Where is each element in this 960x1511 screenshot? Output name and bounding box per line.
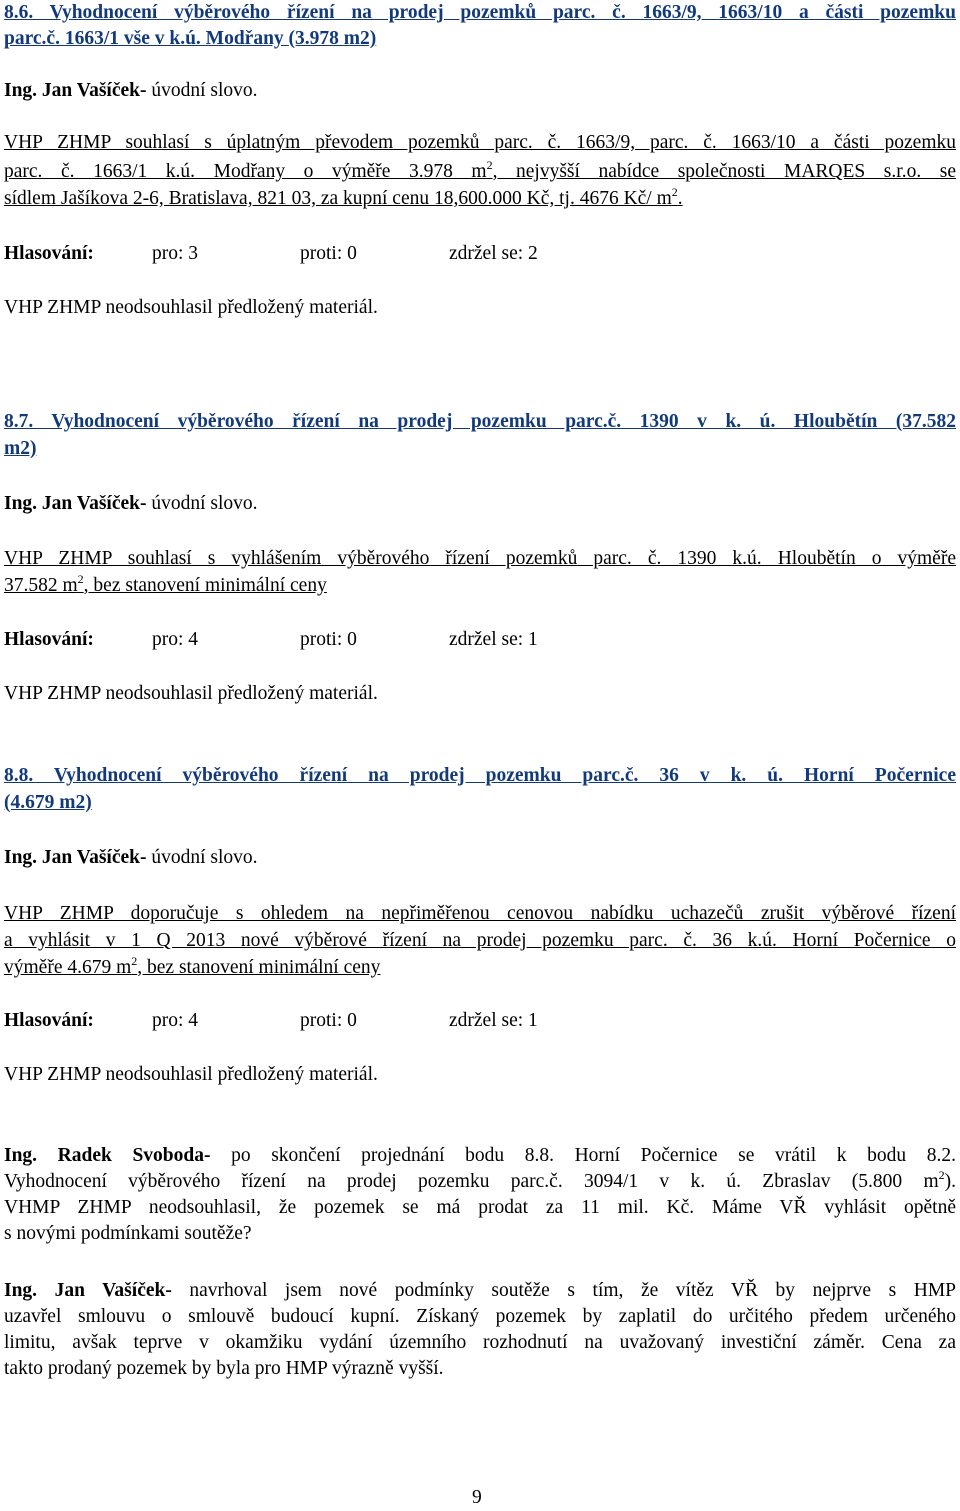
paragraph-line: limitu, avšak teprve v okamžiku vydání územního rozhodnutí na uvažovaný investiční záměr. Cena za	[4, 1332, 956, 1353]
paragraph-line: Ing. Radek Svoboda- po skončení projednání bodu 8.8. Horní Počernice se vrátil k bodu 8.2.	[4, 1145, 956, 1166]
vote-result: VHP ZHMP neodsouhlasil předložený materiál.	[4, 297, 378, 318]
resolution-line: parc. č. 1663/1 k.ú. Modřany o výměře 3.978 $m^2$, nejvyšší nabídce společnosti MARQES s.r.o. se	[4, 157, 956, 182]
speaker-line	[4, 78, 258, 104]
section-8-6-heading-cont: parc.č. 1663/1 vše v k.ú. Modřany (3.978 m2)	[4, 28, 377, 49]
vote-proti: proti: 0	[300, 629, 357, 650]
resolution-line: VHP ZHMP souhlasí s úplatným převodem pozemků parc. č. 1663/9, parc. č. 1663/10 a části pozemku	[4, 132, 956, 153]
paragraph-line: Ing. Jan Vašíček- navrhoval jsem nové podmínky soutěže s tím, že vítěz VŘ by nejprve s HMP	[4, 1280, 956, 1301]
speaker-line	[4, 845, 258, 871]
vote-line	[4, 241, 538, 267]
vote-pro: pro: 3	[152, 243, 199, 264]
vote-proti: proti: 0	[300, 243, 357, 264]
vote-pro: pro: 4	[152, 1010, 199, 1031]
speaker-text: úvodní slovo.	[146, 80, 258, 101]
vote-label: Hlasování:	[4, 243, 94, 264]
resolution-line: VHP ZHMP doporučuje s ohledem na nepřiměřenou cenovou nabídku uchazečů zrušit výběrové řízení	[4, 903, 956, 924]
vote-pro: pro: 4	[152, 629, 199, 650]
paragraph-line: takto prodaný pozemek by byla pro HMP výrazně vyšší.	[4, 1358, 444, 1379]
speaker-text: úvodní slovo.	[146, 493, 258, 514]
speaker-name: Ing. Radek Svoboda-	[4, 1145, 211, 1166]
resolution-line: a vyhlásit v 1 Q 2013 nové výběrové řízení na prodej pozemku parc. č. 36 k.ú. Horní Počernice o	[4, 930, 956, 951]
speaker-name: Ing. Jan Vašíček-	[4, 847, 147, 868]
vote-abstain: zdržel se: 1	[449, 629, 538, 650]
vote-result: VHP ZHMP neodsouhlasil předložený materiál.	[4, 1064, 378, 1085]
speaker-name: Ing. Jan Vašíček-	[4, 80, 147, 101]
section-8-8-heading: 8.8. Vyhodnocení výběrového řízení na prodej pozemku parc.č. 36 v k. ú. Horní Počernice	[4, 765, 956, 786]
resolution-line: sídlem Jašíkova 2-6, Bratislava, 821 03, za kupní cenu 18,600.000 Kč, tj. 4676 Kč/ $m^2$.	[4, 184, 683, 209]
paragraph-line: s novými podmínkami soutěže?	[4, 1223, 252, 1244]
vote-line	[4, 627, 538, 653]
speaker-line	[4, 491, 258, 517]
section-8-7-heading-cont: m2)	[4, 438, 37, 459]
section-8-6-heading: 8.6. Vyhodnocení výběrového řízení na prodej pozemků parc. č. 1663/9, 1663/10 a části pozemku	[4, 2, 956, 23]
resolution-line: 37.582 $m^2$, bez stanovení minimální ceny	[4, 571, 327, 596]
paragraph-line: uzavřel smlouvu o smlouvě budoucí kupní. Získaný pozemek by zaplatil do určitého předem určeného	[4, 1306, 956, 1327]
vote-result: VHP ZHMP neodsouhlasil předložený materiál.	[4, 683, 378, 704]
paragraph-line: VHMP ZHMP neodsouhlasil, že pozemek se má prodat za 11 mil. Kč. Máme VŘ vyhlásit opětně	[4, 1197, 956, 1218]
speaker-name: Ing. Jan Vašíček-	[4, 493, 147, 514]
vote-proti: proti: 0	[300, 1010, 357, 1031]
vote-abstain: zdržel se: 2	[449, 243, 538, 264]
speaker-text: úvodní slovo.	[146, 847, 258, 868]
speaker-name: Ing. Jan Vašíček-	[4, 1280, 172, 1301]
vote-label: Hlasování:	[4, 1010, 94, 1031]
section-8-7-heading: 8.7. Vyhodnocení výběrového řízení na prodej pozemku parc.č. 1390 v k. ú. Hloubětín (37.582	[4, 411, 956, 432]
resolution-line: VHP ZHMP souhlasí s vyhlášením výběrového řízení pozemků parc. č. 1390 k.ú. Hloubětín o výměře	[4, 548, 956, 569]
page-number: 9	[472, 1487, 482, 1508]
vote-label: Hlasování:	[4, 629, 94, 650]
resolution-line: výměře 4.679 $m^2$, bez stanovení minimální ceny	[4, 953, 381, 978]
vote-line	[4, 1008, 538, 1034]
paragraph-line: Vyhodnocení výběrového řízení na prodej pozemku parc.č. 3094/1 v k. ú. Zbraslav (5.800 $m^2$).	[4, 1167, 956, 1192]
vote-abstain: zdržel se: 1	[449, 1010, 538, 1031]
section-8-8-heading-cont: (4.679 m2)	[4, 792, 92, 813]
